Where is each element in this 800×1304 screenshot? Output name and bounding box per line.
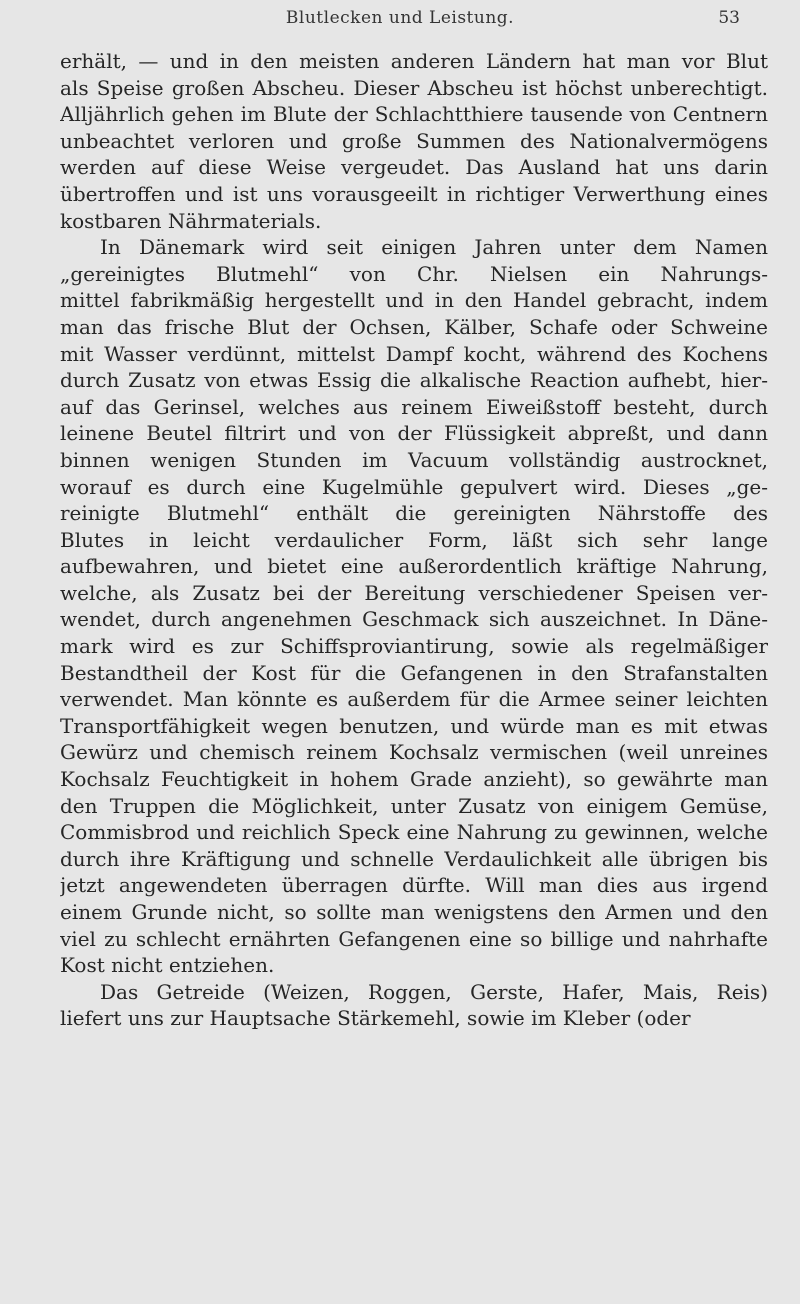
text-line: unbeachtet verloren und große Summen des Nationalvermögens xyxy=(60,128,768,153)
text-line: worauf es durch eine Kugelmühle gepulvert wird. Dieses „ge- xyxy=(60,474,768,499)
text-line: welche, als Zusatz bei der Bereitung verschiedener Speisen ver- xyxy=(60,580,768,605)
text-line: übertroffen und ist uns vorausgeeilt in richtiger Verwerthung eines xyxy=(60,181,768,206)
text-line: Das Getreide (Weizen, Roggen, Gerste, Hafer, Mais, Reis) xyxy=(100,979,768,1004)
text-line: aufbewahren, und bietet eine außerordentlich kräftige Nahrung, xyxy=(60,554,768,579)
text-line: durch Zusatz von etwas Essig die alkalische Reaction aufhebt, hier- xyxy=(60,368,768,393)
page-number: 53 xyxy=(718,8,740,28)
text-line: verwendet. Man könnte es außerdem für die Armee seiner leichten xyxy=(60,687,768,712)
text-line: jetzt angewendeten überragen dürfte. Will man dies aus irgend xyxy=(60,873,768,898)
text-line: mark wird es zur Schiffsproviantirung, sowie als regelmäßiger xyxy=(60,634,768,659)
text-line: reinigte Blutmehl“ enthält die gereinigten Nährstoffe des xyxy=(60,501,768,526)
text-line: werden auf diese Weise vergeudet. Das Ausland hat uns darin xyxy=(60,155,768,180)
text-line: mit Wasser verdünnt, mittelst Dampf kocht, während des Kochens xyxy=(60,341,768,366)
text-line: einem Grunde nicht, so sollte man wenigstens den Armen und den xyxy=(60,900,768,924)
text-line: durch ihre Kräftigung und schnelle Verdaulichkeit alle übrigen bis xyxy=(60,846,768,871)
text-line: „gereinigtes Blutmehl“ von Chr. Nielsen ein Nahrungs- xyxy=(60,261,768,286)
text-line: Alljährlich gehen im Blute der Schlachtthiere tausende von Centnern xyxy=(60,102,768,127)
text-line: kostbaren Nährmaterials. xyxy=(60,208,322,233)
text-line: Blutes in leicht verdaulicher Form, läßt sich sehr lange xyxy=(60,527,768,552)
text-line: binnen wenigen Stunden im Vacuum vollständig austrocknet, xyxy=(60,447,768,472)
text-line: Kochsalz Feuchtigkeit in hohem Grade anzieht), so gewährte man xyxy=(60,767,768,792)
text-line: Gewürz und chemisch reinem Kochsalz vermischen (weil unreines xyxy=(60,740,768,765)
text-line: viel zu schlecht ernährten Gefangenen eine so billige und nahrhafte xyxy=(60,926,768,951)
text-line: Kost nicht entziehen. xyxy=(60,953,275,978)
text-line: mittel fabrikmäßig hergestellt und in den Handel gebracht, indem xyxy=(60,288,768,313)
text-line: als Speise großen Abscheu. Dieser Abscheu ist höchst unberechtigt. xyxy=(60,75,768,100)
text-line: In Dänemark wird seit einigen Jahren unter dem Namen xyxy=(100,235,768,260)
running-head xyxy=(60,8,740,38)
text-line: Transportfähigkeit wegen benutzen, und würde man es mit etwas xyxy=(60,713,768,738)
text-line: den Truppen die Möglichkeit, unter Zusatz von einigem Gemüse, xyxy=(60,793,768,818)
text-line: man das frische Blut der Ochsen, Kälber, Schafe oder Schweine xyxy=(60,314,768,339)
text-line: wendet, durch angenehmen Geschmack sich auszeichnet. In Däne- xyxy=(60,607,768,632)
text-line: liefert uns zur Hauptsache Stärkemehl, sowie im Kleber (oder xyxy=(60,1006,691,1031)
running-head-title: Blutlecken und Leistung. xyxy=(285,8,515,28)
text-line: erhält, — und in den meisten anderen Ländern hat man vor Blut xyxy=(60,49,768,73)
text-line: auf das Gerinsel, welches aus reinem Eiweißstoff besteht, durch xyxy=(60,394,768,419)
text-line: Bestandtheil der Kost für die Gefangenen in den Strafanstalten xyxy=(60,660,768,685)
body-text xyxy=(60,48,768,1032)
text-line: Commisbrod und reichlich Speck eine Nahrung zu gewinnen, welche xyxy=(60,820,768,845)
text-line: leinene Beutel filtrirt und von der Flüssigkeit abpreßt, und dann xyxy=(60,421,768,446)
